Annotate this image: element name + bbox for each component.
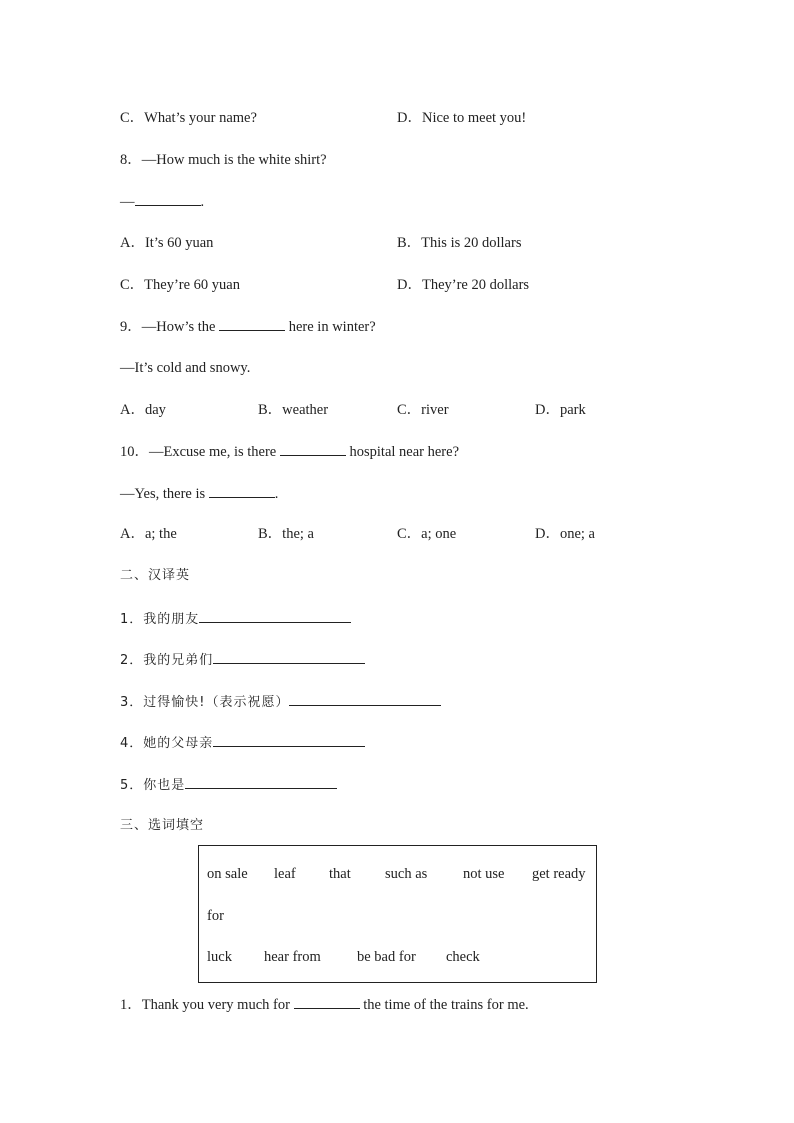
q8-stem: 8．—How much is the white shirt?: [120, 152, 327, 168]
q8-option-d: D．They’re 20 dollars: [397, 277, 530, 293]
translate-blank-4[interactable]: [213, 732, 365, 747]
q10-option-d: D．one; a: [535, 526, 595, 542]
q10-option-c: C．a; one: [397, 526, 457, 542]
q10-reply-after: .: [274, 486, 279, 502]
fill-q1-blank[interactable]: [294, 994, 360, 1009]
q8-option-c: C．They’re 60 yuan: [120, 277, 240, 293]
translate-blank-3[interactable]: [289, 691, 441, 706]
q9-stem-after: here in winter?: [285, 319, 376, 335]
fill-q1-after: the time of the trains for me.: [359, 997, 529, 1013]
word-bank-item: leaf: [274, 866, 296, 882]
translate-blank-5[interactable]: [185, 774, 337, 789]
word-bank-item: not use: [463, 866, 505, 882]
q9-option-a: A．day: [120, 402, 166, 418]
section2-heading: 二、汉译英: [120, 568, 191, 583]
q10-blank-2[interactable]: [209, 483, 275, 498]
q10-option-a: A．a; the: [120, 526, 177, 542]
q8-answer-suffix: .: [200, 194, 205, 210]
q10-reply-before: —Yes, there is: [120, 486, 209, 502]
translate-item-1: [120, 608, 351, 630]
q9-blank[interactable]: [219, 316, 285, 331]
q10-option-b: B．the; a: [258, 526, 314, 542]
word-bank-item: luck: [207, 949, 232, 965]
q9-option-b: B．weather: [258, 402, 329, 418]
translate-prompt-3: 3．过得愉快!（表示祝愿）: [120, 695, 290, 710]
q9-reply: —It’s cold and snowy.: [120, 360, 251, 376]
section3-heading: 三、选词填空: [120, 818, 205, 833]
word-bank-box: [198, 845, 597, 983]
q9-stem: [120, 316, 376, 337]
q7-option-c: C．What’s your name?: [120, 110, 257, 126]
translate-blank-2[interactable]: [213, 649, 365, 664]
translate-prompt-5: 5．你也是: [120, 778, 186, 793]
word-bank-item: check: [446, 949, 480, 965]
word-bank-item: on sale: [207, 866, 248, 882]
q10-stem: [120, 441, 459, 462]
translate-item-2: [120, 649, 365, 671]
q8-option-b: B．This is 20 dollars: [397, 235, 522, 251]
translate-blank-1[interactable]: [199, 608, 351, 623]
translate-prompt-4: 4．她的父母亲: [120, 736, 214, 751]
q8-answer-prefix: —: [120, 194, 135, 210]
translate-prompt-1: 1．我的朋友: [120, 612, 200, 627]
translate-item-3: [120, 691, 441, 713]
q8-blank[interactable]: [135, 191, 201, 206]
translate-item-4: [120, 732, 365, 754]
q10-blank-1[interactable]: [280, 441, 346, 456]
q8-answer-line: [120, 191, 204, 212]
q9-option-c: C．river: [397, 402, 449, 418]
q10-reply: [120, 483, 278, 504]
word-bank-item: get ready: [532, 866, 586, 882]
q7-option-d: D．Nice to meet you!: [397, 110, 527, 126]
q10-stem-after: hospital near here?: [345, 444, 460, 460]
word-bank-item: that: [329, 866, 351, 882]
fill-question-1: [120, 994, 529, 1015]
fill-q1-before: 1．Thank you very much for: [120, 997, 294, 1013]
q9-stem-before: 9．—How’s the: [120, 319, 220, 335]
word-bank-item-wrap: for: [207, 908, 224, 924]
translate-prompt-2: 2．我的兄弟们: [120, 653, 214, 668]
q10-stem-before: 10．—Excuse me, is there: [120, 444, 280, 460]
word-bank-item: such as: [385, 866, 428, 882]
q9-option-d: D．park: [535, 402, 586, 418]
q8-option-a: A．It’s 60 yuan: [120, 235, 214, 251]
word-bank-item: be bad for: [357, 949, 416, 965]
translate-item-5: [120, 774, 337, 796]
word-bank-item: hear from: [264, 949, 321, 965]
